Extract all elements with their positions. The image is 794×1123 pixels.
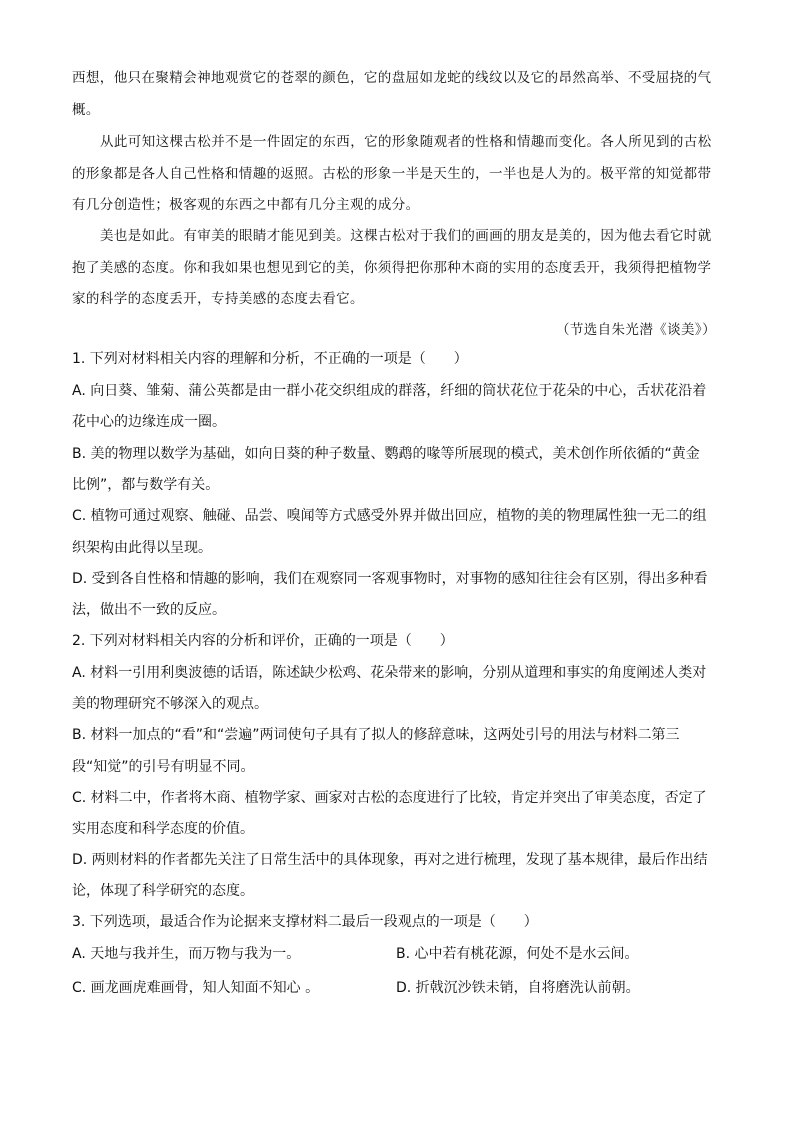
question-stem: 3. 下列选项，最适合作为论据来支撑材料二最后一段观点的一项是（ ） <box>72 914 538 930</box>
option-b-line: B. 美的物理以数学为基础，如向日葵的种子数量、鹦鹉的喙等所展现的模式，美术创作所依循的“黄金 <box>72 446 700 462</box>
passage-line: 美也是如此。有审美的眼睛才能见到美。这棵古松对于我们的画画的朋友是美的，因为他去看它时就 <box>100 228 712 244</box>
option-a-line: A. 材料一引用利奥波德的话语，陈述缺少松鸡、花朵带来的影响，分别从道理和事实的角度阐述人类对 <box>72 665 707 681</box>
passage-line: 从此可知这棵古松并不是一件固定的东西，它的形象随观者的性格和情趣而变化。各人所见到的古松 <box>100 134 712 150</box>
option-a: A. 天地与我并生，而万物与我为一。 <box>72 946 301 962</box>
option-d-line: 法，做出不一致的反应。 <box>72 602 226 618</box>
option-c: C. 画龙画虎难画骨，知人知面不知心 。 <box>72 980 320 996</box>
option-b: B. 心中若有桃花源，何处不是水云间。 <box>396 946 639 962</box>
option-c-line: C. 植物可通过观察、触碰、品尝、嗅闻等方式感受外界并做出回应，植物的美的物理属性独一无二的组 <box>72 508 707 524</box>
passage-line: 的形象都是各人自己性格和情趣的返照。古松的形象一半是天生的，一半也是人为的。极平常的知觉都带 <box>72 166 712 182</box>
option-c-line: 织架构由此得以呈现。 <box>72 540 212 556</box>
question-stem: 1. 下列对材料相关内容的理解和分析，不正确的一项是（ ） <box>72 351 468 367</box>
option-b-line: B. 材料一加点的“看”和“尝遍”两词使句子具有了拟人的修辞意味，这两处引号的用法与材料二第三 <box>72 727 680 743</box>
passage-line: 概。 <box>72 102 100 118</box>
option-c-line: 实用态度和科学态度的价值。 <box>72 821 254 837</box>
option-d-line: 论，体现了科学研究的态度。 <box>72 883 254 899</box>
passage-source: （节选自朱光潜《谈美》） <box>555 322 716 338</box>
question-stem: 2. 下列对材料相关内容的分析和评价，正确的一项是（ ） <box>72 633 454 649</box>
option-d-line: D. 受到各自性格和情趣的影响，我们在观察同一客观事物时，对事物的感知往往会有区别，得出多种看 <box>72 571 708 587</box>
option-d: D. 折戟沉沙铁未销，自将磨洗认前朝。 <box>396 980 640 996</box>
option-a-line: 花中心的边缘连成一圈。 <box>72 414 226 430</box>
passage-line: 有几分创造性；极客观的东西之中都有几分主观的成分。 <box>72 197 420 213</box>
passage-line: 家的科学的态度丢开，专持美感的态度去看它。 <box>72 291 364 307</box>
option-b-line: 段“知觉”的引号有明显不同。 <box>72 759 255 775</box>
option-c-line: C. 材料二中，作者将木商、植物学家、画家对古松的态度进行了比较，肯定并突出了审美态度，否定了 <box>72 790 707 806</box>
option-d-line: D. 两则材料的作者都先关注了日常生活中的具体现象，再对之进行梳理，发现了基本规律，最后作出结 <box>72 852 708 868</box>
option-a-line: A. 向日葵、雏菊、蒲公英都是由一群小花交织组成的群落，纤细的筒状花位于花朵的中心，舌状花沿着 <box>72 383 707 399</box>
passage-line: 抱了美感的态度。你和我如果也想见到它的美，你须得把你那种木商的实用的态度丢开，我须得把植物学 <box>72 260 712 276</box>
passage-line: 西想，他只在聚精会神地观赏它的苍翠的颜色，它的盘屈如龙蛇的线纹以及它的昂然高举、不受屈挠的气 <box>72 70 712 86</box>
option-a-line: 美的物理研究不够深入的观点。 <box>72 696 268 712</box>
option-b-line: 比例”，都与数学有关。 <box>72 477 220 493</box>
